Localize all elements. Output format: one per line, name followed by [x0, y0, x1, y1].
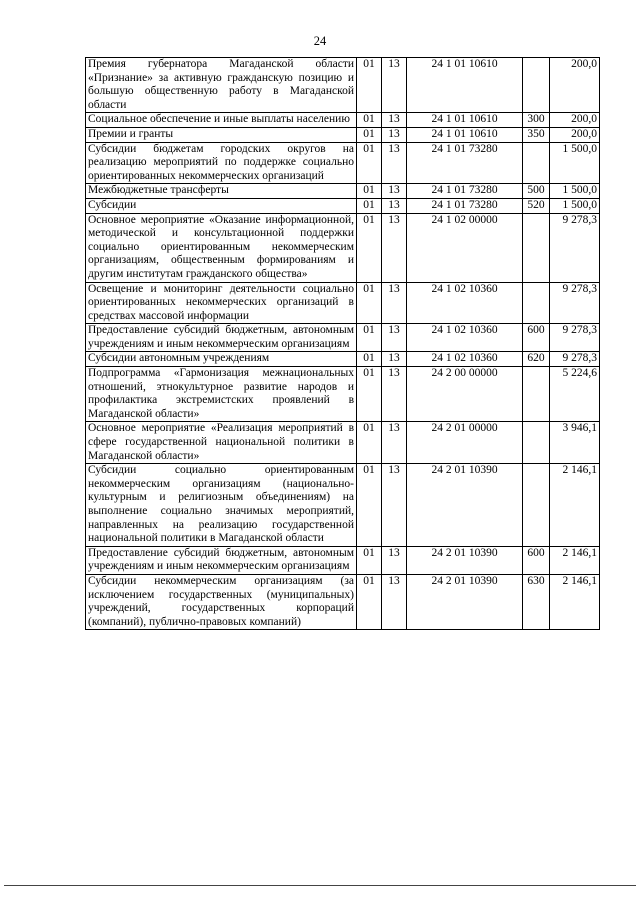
row-sum: 9 278,3 [550, 352, 600, 367]
table-row [86, 367, 600, 422]
row-sec: 13 [382, 142, 407, 184]
table-row [86, 464, 600, 547]
row-cs: 24 1 01 10610 [407, 58, 523, 113]
row-cs: 24 2 01 00000 [407, 422, 523, 464]
row-name: Социальное обеспечение и иные выплаты населению [86, 113, 357, 128]
row-vr: 520 [523, 198, 550, 213]
row-name: Предоставление субсидий бюджетным, автономным учреждениям и иным некоммерческим организациям [86, 324, 357, 352]
row-sum: 2 146,1 [550, 574, 600, 629]
row-name: Премии и гранты [86, 127, 357, 142]
row-name: Предоставление субсидий бюджетным, автономным учреждениям и иным некоммерческим организациям [86, 546, 357, 574]
row-sum: 3 946,1 [550, 422, 600, 464]
row-vr: 350 [523, 127, 550, 142]
row-vr [523, 464, 550, 547]
row-sum: 9 278,3 [550, 282, 600, 324]
row-name: Субсидии некоммерческим организациям (за исключением государственных (муниципальных) учреждений, государственных корпораций (компаний), публично-правовых компаний) [86, 574, 357, 629]
row-gr: 01 [357, 58, 382, 113]
row-sec: 13 [382, 422, 407, 464]
row-gr: 01 [357, 213, 382, 282]
row-sum: 5 224,6 [550, 367, 600, 422]
table-row [86, 324, 600, 352]
table-row [86, 546, 600, 574]
table-row [86, 574, 600, 629]
row-cs: 24 2 00 00000 [407, 367, 523, 422]
row-name: Субсидии социально ориентированным некоммерческим организациям (национально-культурным и религиозным объединениям) на выполнение социально значимых мероприятий, направленных на реализацию государственной национальной политики в Магаданской области [86, 464, 357, 547]
table-row [86, 113, 600, 128]
budget-table [85, 57, 600, 630]
row-vr: 630 [523, 574, 550, 629]
table-row [86, 198, 600, 213]
row-sec: 13 [382, 574, 407, 629]
row-sec: 13 [382, 184, 407, 199]
row-gr: 01 [357, 198, 382, 213]
row-cs: 24 1 02 00000 [407, 213, 523, 282]
row-sum: 9 278,3 [550, 213, 600, 282]
row-sum: 200,0 [550, 58, 600, 113]
row-gr: 01 [357, 282, 382, 324]
row-sum: 2 146,1 [550, 546, 600, 574]
row-name: Субсидии [86, 198, 357, 213]
row-vr: 300 [523, 113, 550, 128]
row-sec: 13 [382, 352, 407, 367]
row-name: Субсидии бюджетам городских округов на реализацию мероприятий по поддержке социально ориентированных некоммерческих организаций [86, 142, 357, 184]
row-name: Субсидии автономным учреждениям [86, 352, 357, 367]
row-cs: 24 2 01 10390 [407, 546, 523, 574]
row-vr: 620 [523, 352, 550, 367]
table-row [86, 127, 600, 142]
table-row [86, 282, 600, 324]
row-vr [523, 142, 550, 184]
row-gr: 01 [357, 574, 382, 629]
row-cs: 24 1 01 10610 [407, 127, 523, 142]
row-vr [523, 422, 550, 464]
row-sum: 1 500,0 [550, 142, 600, 184]
row-gr: 01 [357, 184, 382, 199]
row-cs: 24 1 02 10360 [407, 324, 523, 352]
table-row [86, 422, 600, 464]
page-number: 24 [313, 34, 327, 48]
row-sum: 200,0 [550, 113, 600, 128]
row-cs: 24 1 02 10360 [407, 352, 523, 367]
row-name: Межбюджетные трансферты [86, 184, 357, 199]
row-cs: 24 1 01 73280 [407, 198, 523, 213]
row-cs: 24 1 01 10610 [407, 113, 523, 128]
row-sec: 13 [382, 546, 407, 574]
row-vr [523, 58, 550, 113]
row-name: Основное мероприятие «Реализация мероприятий в сфере государственной национальной политики в Магаданской области» [86, 422, 357, 464]
row-sec: 13 [382, 213, 407, 282]
table-row [86, 352, 600, 367]
row-cs: 24 2 01 10390 [407, 574, 523, 629]
row-sec: 13 [382, 367, 407, 422]
row-gr: 01 [357, 464, 382, 547]
row-sec: 13 [382, 198, 407, 213]
row-sum: 9 278,3 [550, 324, 600, 352]
row-vr: 600 [523, 546, 550, 574]
row-vr [523, 367, 550, 422]
row-vr: 500 [523, 184, 550, 199]
row-vr [523, 282, 550, 324]
row-sec: 13 [382, 113, 407, 128]
table-row [86, 213, 600, 282]
row-sum: 200,0 [550, 127, 600, 142]
row-sec: 13 [382, 58, 407, 113]
row-gr: 01 [357, 324, 382, 352]
row-sec: 13 [382, 464, 407, 547]
table-row [86, 142, 600, 184]
row-cs: 24 1 01 73280 [407, 184, 523, 199]
row-sum: 1 500,0 [550, 184, 600, 199]
row-name: Подпрограмма «Гармонизация межнациональных отношений, этнокультурное развитие народов и профилактика экстремистских проявлений в Магаданской области» [86, 367, 357, 422]
row-gr: 01 [357, 422, 382, 464]
row-gr: 01 [357, 352, 382, 367]
row-name: Премия губернатора Магаданской области «Признание» за активную гражданскую позицию и большую общественную работу в Магаданской области [86, 58, 357, 113]
row-sec: 13 [382, 127, 407, 142]
row-gr: 01 [357, 367, 382, 422]
row-name: Освещение и мониторинг деятельности социально ориентированных некоммерческих организаций в средствах массовой информации [86, 282, 357, 324]
row-vr: 600 [523, 324, 550, 352]
row-vr [523, 213, 550, 282]
row-gr: 01 [357, 546, 382, 574]
row-name: Основное мероприятие «Оказание информационной, методической и консультационной поддержки социально ориентированным некоммерческим организациям, общественным формированиям и другим институтам гражданского общества» [86, 213, 357, 282]
row-cs: 24 2 01 10390 [407, 464, 523, 547]
row-sum: 1 500,0 [550, 198, 600, 213]
row-sec: 13 [382, 282, 407, 324]
row-sum: 2 146,1 [550, 464, 600, 547]
row-cs: 24 1 02 10360 [407, 282, 523, 324]
row-cs: 24 1 01 73280 [407, 142, 523, 184]
row-gr: 01 [357, 113, 382, 128]
row-sec: 13 [382, 324, 407, 352]
budget-table-body [86, 58, 600, 630]
row-gr: 01 [357, 142, 382, 184]
table-row [86, 58, 600, 113]
table-row [86, 184, 600, 199]
page-bottom-rule [4, 885, 636, 886]
row-gr: 01 [357, 127, 382, 142]
